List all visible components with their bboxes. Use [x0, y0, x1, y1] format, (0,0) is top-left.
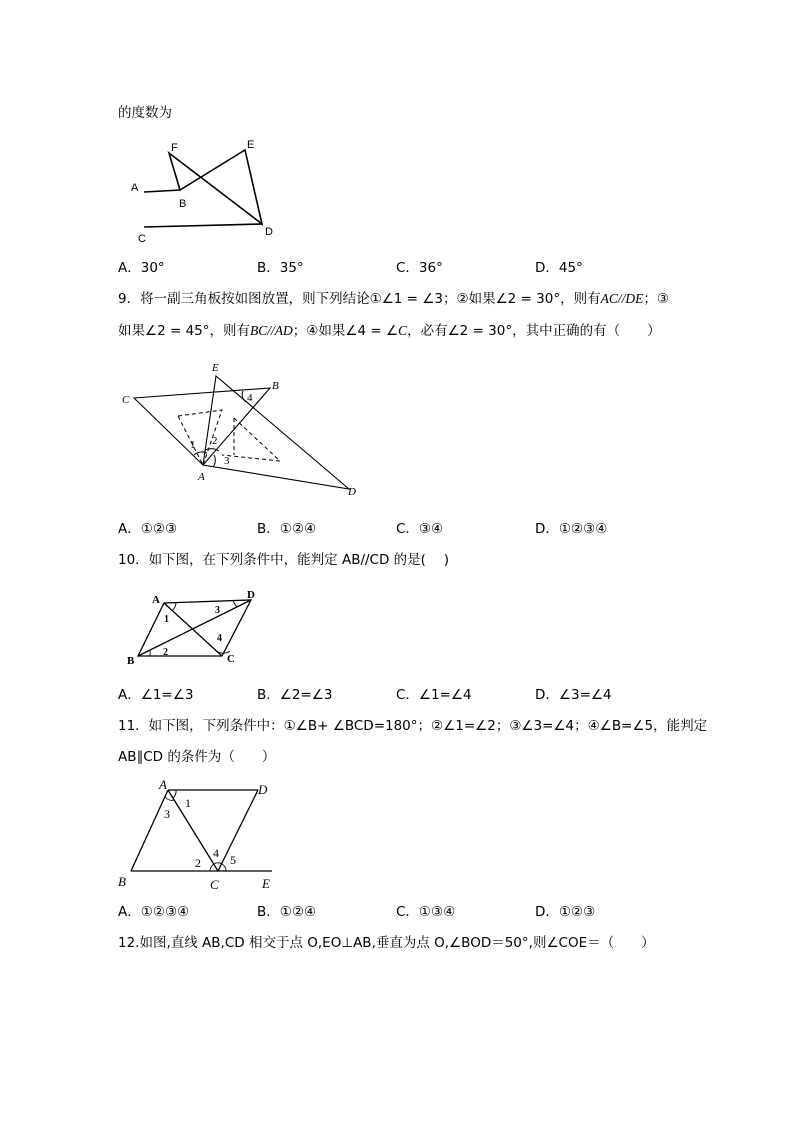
q11-option-c[interactable]: C．①③④: [396, 904, 456, 920]
q11-option-a[interactable]: A．①②③④: [118, 904, 190, 920]
q9-math-c: C: [398, 323, 408, 338]
q10-angle-4: 4: [217, 633, 222, 644]
q11-label-c: C: [210, 877, 219, 892]
q10-label-a: A: [152, 594, 160, 606]
q11-stem-line1: 11．如下图，下列条件中：①∠B+ ∠BCD=180°；②∠1=∠2；③∠3=∠4；④∠B=∠5，能判定: [118, 718, 708, 734]
q10-option-a[interactable]: A．∠1=∠3: [118, 687, 194, 703]
q9-angle-1: 1: [190, 439, 196, 451]
q10-label-c: C: [227, 653, 235, 665]
q9-option-a[interactable]: A．①②③: [118, 521, 178, 537]
q12-stem: 12.如图,直线 AB,CD 相交于点 O,EO⊥AB,垂直为点 O,∠BOD＝50°,则∠COE＝（ ）: [118, 935, 655, 951]
q11-label-e: E: [262, 876, 270, 891]
q11-label-a: A: [159, 777, 167, 792]
q9-angle-2: 2: [212, 435, 218, 447]
q11-option-d[interactable]: D．①②③: [535, 904, 596, 920]
q8-option-c[interactable]: C．36°: [396, 260, 443, 276]
q10-label-b: B: [127, 655, 135, 667]
q10-option-d[interactable]: D．∠3=∠4: [535, 687, 612, 703]
q9-option-b[interactable]: B．①②④: [257, 521, 317, 537]
q9-stem-part3: 如果∠2 = 45°，则有: [118, 323, 251, 339]
q8-label-c: C: [138, 233, 146, 245]
q9-math-bc-ad: BC//AD: [250, 323, 293, 338]
q11-stem-line2: AB∥CD 的条件为（ ）: [118, 749, 276, 765]
q9-stem-part2: ；③: [643, 291, 669, 307]
q8-option-b[interactable]: B．35°: [257, 260, 304, 276]
q8-label-a: A: [131, 182, 139, 194]
q11-label-d: D: [258, 782, 268, 797]
q8-label-b: B: [179, 198, 187, 210]
q8-label-f: F: [171, 142, 178, 154]
q11-angle-2: 2: [195, 856, 201, 870]
q11-angle-3: 3: [164, 807, 170, 821]
q10-option-c[interactable]: C．∠1=∠4: [396, 687, 472, 703]
q9-angle-4: 4: [247, 392, 253, 404]
q8-label-e: E: [247, 139, 255, 151]
q10-angle-2: 2: [163, 647, 168, 658]
q9-label-d: D: [348, 486, 356, 498]
q9-stem-part1: 9．将一副三角板按如图放置，则下列结论①∠1 = ∠3；②如果∠2 = 30°，则有: [118, 291, 601, 307]
q9-label-b: B: [272, 380, 279, 392]
q8-option-d[interactable]: D．45°: [535, 260, 583, 276]
q9-option-c[interactable]: C．③④: [396, 521, 444, 537]
q10-stem: 10．如下图，在下列条件中，能判定 AB//CD 的是( ): [118, 552, 449, 568]
q10-angle-1: 1: [164, 614, 169, 625]
q8-option-a[interactable]: A．30°: [118, 260, 165, 276]
q11-label-b: B: [118, 874, 126, 889]
q11-angle-5: 5: [230, 853, 236, 867]
q9-angle-3: 3: [224, 455, 230, 467]
q9-label-a: A: [198, 471, 205, 483]
q11-option-b[interactable]: B．①②④: [257, 904, 317, 920]
q11-angle-1: 1: [185, 796, 191, 810]
q8-stem-tail: 的度数为: [118, 105, 172, 121]
q9-stem-part4: ；④如果∠4 = ∠: [292, 323, 399, 339]
q9-option-d[interactable]: D．①②③④: [535, 521, 608, 537]
q10-angle-3: 3: [215, 605, 220, 616]
q10-label-d: D: [247, 589, 255, 601]
q10-option-b[interactable]: B．∠2=∠3: [257, 687, 333, 703]
q9-math-ac-de: AC//DE: [600, 291, 644, 306]
q11-angle-4: 4: [213, 846, 219, 860]
q9-label-c: C: [122, 394, 130, 406]
q9-label-e: E: [212, 362, 219, 374]
q8-label-d: D: [265, 226, 273, 238]
q9-stem-part5: ，必有∠2 = 30°，其中正确的有（ ）: [407, 323, 661, 339]
